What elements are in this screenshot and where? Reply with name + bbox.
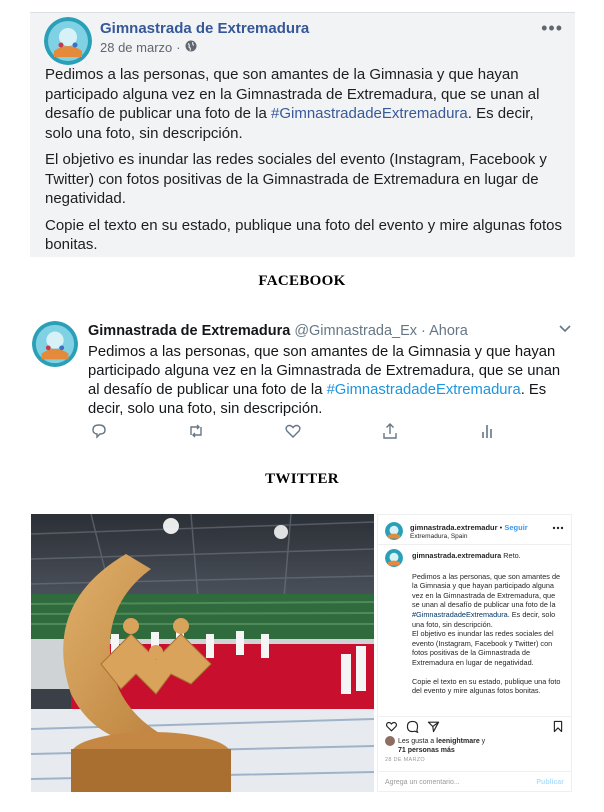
hashtag-link[interactable]: #GimnastradadeExtremadura xyxy=(271,105,468,122)
instagram-panel xyxy=(377,514,572,792)
like-heart-icon[interactable] xyxy=(282,420,304,442)
tweet xyxy=(30,315,578,450)
comment-username[interactable]: gimnastrada.extremadura xyxy=(412,551,502,560)
caption-paragraph-2: El objetivo es inundar las redes sociales del evento (Instagram, Facebook y Twitter) con fotos positivas de la Gimnastrada de Extremadura en lugar de negatividad. xyxy=(412,629,554,667)
instagram-avatar[interactable] xyxy=(385,522,403,540)
add-comment-bar xyxy=(378,771,571,793)
add-comment-input[interactable]: Agrega un comentario... xyxy=(385,779,460,786)
follow-button[interactable]: Seguir xyxy=(504,523,528,532)
dot-separator: · xyxy=(176,40,181,55)
publish-button[interactable]: Publicar xyxy=(536,779,564,786)
tweet-header xyxy=(88,323,468,339)
tweet-text-part: Pedimos a las personas, que son amantes de la Gimnasia y que hayan participado alguna vez en la Gimnastrada de Extremadura, que se unan al desafío de publicar una foto de la xyxy=(88,344,561,398)
instagram-location[interactable]: Extremadura, Spain xyxy=(410,533,468,540)
instagram-post-photo[interactable] xyxy=(31,514,374,792)
tweet-time[interactable]: · Ahora xyxy=(417,323,468,339)
facebook-post xyxy=(30,12,575,257)
tweet-actions xyxy=(88,420,498,442)
post-paragraph-1 xyxy=(45,65,565,143)
tweet-author-name[interactable]: Gimnastrada de Extremadura xyxy=(88,323,291,339)
likes-text xyxy=(398,737,485,755)
tweet-text xyxy=(88,343,574,419)
liker-username[interactable]: leenightmare xyxy=(436,738,480,745)
instagram-username-row xyxy=(410,523,528,532)
caption-paragraph-1 xyxy=(412,572,562,630)
likes-summary xyxy=(385,737,485,755)
page-avatar[interactable] xyxy=(44,17,92,65)
post-text: Pedimos a las personas, que son amantes de la Gimnasia y que hayan participado alguna vez en la Gimnastrada de Extremadura, que se unan al desafío de publicar una foto de la xyxy=(45,66,540,122)
facebook-caption: FACEBOOK xyxy=(258,273,346,289)
post-text: . Es decir, solo una foto, sin descripción. xyxy=(45,105,534,142)
page-name-link[interactable]: Gimnastrada de Extremadura xyxy=(100,20,310,37)
hashtag-link[interactable]: #GimnastradadeExtremadura xyxy=(326,382,521,398)
share-icon[interactable] xyxy=(379,420,401,442)
post-date[interactable] xyxy=(100,40,197,55)
more-options-icon[interactable] xyxy=(552,522,564,533)
likes-prefix: Les gusta a xyxy=(398,738,437,745)
caption-text: . Es decir, solo una foto, sin descripción. xyxy=(412,609,556,629)
post-paragraph-3: Copie el texto en su estado, publique una foto del evento y mire algunas fotos bonitas. xyxy=(45,216,563,253)
likes-mid: y xyxy=(479,738,486,745)
instagram-post-date[interactable]: 28 DE MARZO xyxy=(385,757,425,763)
reply-icon[interactable] xyxy=(88,420,110,442)
share-icon[interactable] xyxy=(427,720,440,734)
like-heart-icon[interactable] xyxy=(385,720,398,734)
hashtag-link[interactable]: #GimnastradadeExtremadura xyxy=(412,609,508,619)
instagram-username[interactable]: gimnastrada.extremadur xyxy=(410,523,498,532)
post-paragraph-2: El objetivo es inundar las redes sociales del evento (Instagram, Facebook y Twitter) con fotos positivas de la Gimnastrada de Extremadura en lugar de negatividad. xyxy=(45,151,547,207)
post-date-text: 28 de marzo xyxy=(100,40,173,55)
caption-text: Pedimos a las personas, que son amantes de la Gimnasia y que hayan participado alguna vez en la Gimnastrada de Extremadura, que se unan al desafío de publicar una foto de la xyxy=(412,571,561,610)
comment-avatar[interactable] xyxy=(385,549,403,567)
caption-paragraph-3: Copie el texto en su estado, publique una foto del evento y mire algunas fotos bonitas. xyxy=(412,676,561,696)
instagram-actions xyxy=(378,716,571,734)
instagram-header xyxy=(378,515,571,545)
more-options-icon[interactable]: ••• xyxy=(541,18,563,38)
analytics-icon[interactable] xyxy=(476,420,498,442)
instagram-caption xyxy=(412,551,562,696)
comment-icon[interactable] xyxy=(406,720,419,734)
globe-icon xyxy=(185,40,197,55)
likes-count[interactable]: 71 personas más xyxy=(398,747,455,754)
retweet-icon[interactable] xyxy=(185,420,207,442)
post-body xyxy=(45,65,565,262)
comment-text: Reto. xyxy=(501,551,521,560)
tweet-text-part: . Es decir, solo una foto, sin descripción. xyxy=(88,382,547,417)
bookmark-icon[interactable] xyxy=(552,720,564,734)
liker-avatar[interactable] xyxy=(385,736,395,746)
dot-separator: • xyxy=(499,523,505,532)
caption-body xyxy=(412,572,562,696)
twitter-caption: TWITTER xyxy=(265,471,339,487)
chevron-down-icon[interactable] xyxy=(558,321,572,338)
tweet-author-handle[interactable]: @Gimnastrada_Ex xyxy=(294,323,418,339)
tweet-avatar[interactable] xyxy=(32,321,78,367)
comment-line xyxy=(412,551,562,561)
